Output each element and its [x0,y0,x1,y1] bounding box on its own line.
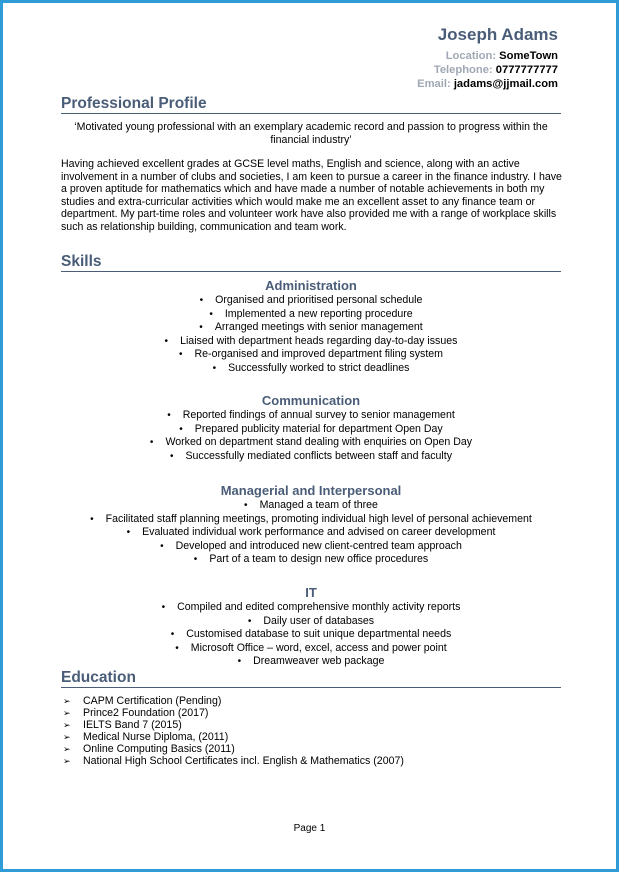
arrow-bullet-icon: ➢ [63,732,71,742]
education-item [63,719,404,731]
skill-item: • Evaluated individual work performance and advised on career development [61,526,561,540]
skill-list [61,409,561,463]
profile-quote: ‘Motivated young professional with an exemplary academic record and passion to progress within the financial industry’ [74,121,548,146]
arrow-bullet-icon: ➢ [63,696,71,706]
profile-heading: Professional Profile [61,95,561,114]
skill-group-it [61,585,561,669]
skill-group-managerial [61,483,561,567]
skill-group-title: Managerial and Interpersonal [220,483,402,498]
skills-heading: Skills [61,253,561,272]
education-item [63,731,404,743]
telephone-value: 0777777777 [495,64,558,76]
arrow-bullet-icon: ➢ [63,744,71,754]
skill-item: • Part of a team to design new office procedures [61,553,561,567]
skill-item: • Implemented a new reporting procedure [61,308,561,322]
skill-group-title: IT [305,585,317,600]
skill-item: • Compiled and edited comprehensive monthly activity reports [61,601,561,615]
skill-group-title: Communication [261,393,361,408]
education-item-text: CAPM Certification (Pending) [83,695,222,707]
education-item [63,755,404,767]
location-label: Location: [445,50,497,62]
arrow-bullet-icon: ➢ [63,708,71,718]
education-item-text: IELTS Band 7 (2015) [83,719,182,731]
skill-item: • Microsoft Office – word, excel, access and power point [61,642,561,656]
email-label: Email: [417,78,451,90]
skill-item: • Arranged meetings with senior management [61,321,561,335]
skill-item: • Facilitated staff planning meetings, promoting individual high level of personal achievement [61,513,561,527]
telephone-line [417,63,558,77]
education-item [63,743,404,755]
skill-item: • Successfully worked to strict deadlines [61,362,561,376]
education-item-text: National High School Certificates incl. English & Mathematics (2007) [83,755,404,767]
skill-item: • Reported findings of annual survey to senior management [61,409,561,423]
page-number: Page 1 [293,823,326,834]
education-item-text: Online Computing Basics (2011) [83,743,235,755]
skill-list [61,294,561,375]
education-heading: Education [61,669,561,688]
profile-text: Having achieved excellent grades at GCSE level maths, English and science, along with an active involvement in a number of clubs and societies, I am keen to pursue a career in the finance industry. I have a proven aptitude for mathematics which and have made a number of notable achievements in both my studies and extra-curricular activities which would make me an excellent asset to any finance team or department. My part-time roles and volunteer work have also provided me with a range of workplace skills such as relationship building, communication and team work. [61,158,562,233]
contact-block [417,49,558,91]
skill-item: • Managed a team of three [61,499,561,513]
skill-item: • Organised and prioritised personal schedule [61,294,561,308]
email-line [417,77,558,91]
skill-item: • Daily user of databases [61,615,561,629]
skill-item: • Successfully mediated conflicts between staff and faculty [61,450,561,464]
email-value: jadams@jjmail.com [453,78,558,90]
location-line [417,49,558,63]
education-item-text: Prince2 Foundation (2017) [83,707,209,719]
arrow-bullet-icon: ➢ [63,720,71,730]
education-item-text: Medical Nurse Diploma, (2011) [83,731,229,743]
skill-item: • Liaised with department heads regarding day-to-day issues [61,335,561,349]
education-item [63,695,404,707]
education-list [63,695,404,767]
skill-group-communication [61,393,561,463]
skill-item: • Dreamweaver web package [61,655,561,669]
skill-item: • Developed and introduced new client-centred team approach [61,540,561,554]
skill-group-title: Administration [265,278,357,293]
telephone-label: Telephone: [433,64,493,76]
skill-list [61,601,561,669]
skill-list [61,499,561,567]
skill-item: • Re-organised and improved department filing system [61,348,561,362]
skill-group-administration [61,278,561,375]
skill-item: • Worked on department stand dealing with enquiries on Open Day [61,436,561,450]
location-value: SomeTown [499,50,558,62]
arrow-bullet-icon: ➢ [63,756,71,766]
skill-item: • Prepared publicity material for department Open Day [61,423,561,437]
skill-item: • Customised database to suit unique departmental needs [61,628,561,642]
candidate-name: Joseph Adams [437,25,558,44]
education-item [63,707,404,719]
